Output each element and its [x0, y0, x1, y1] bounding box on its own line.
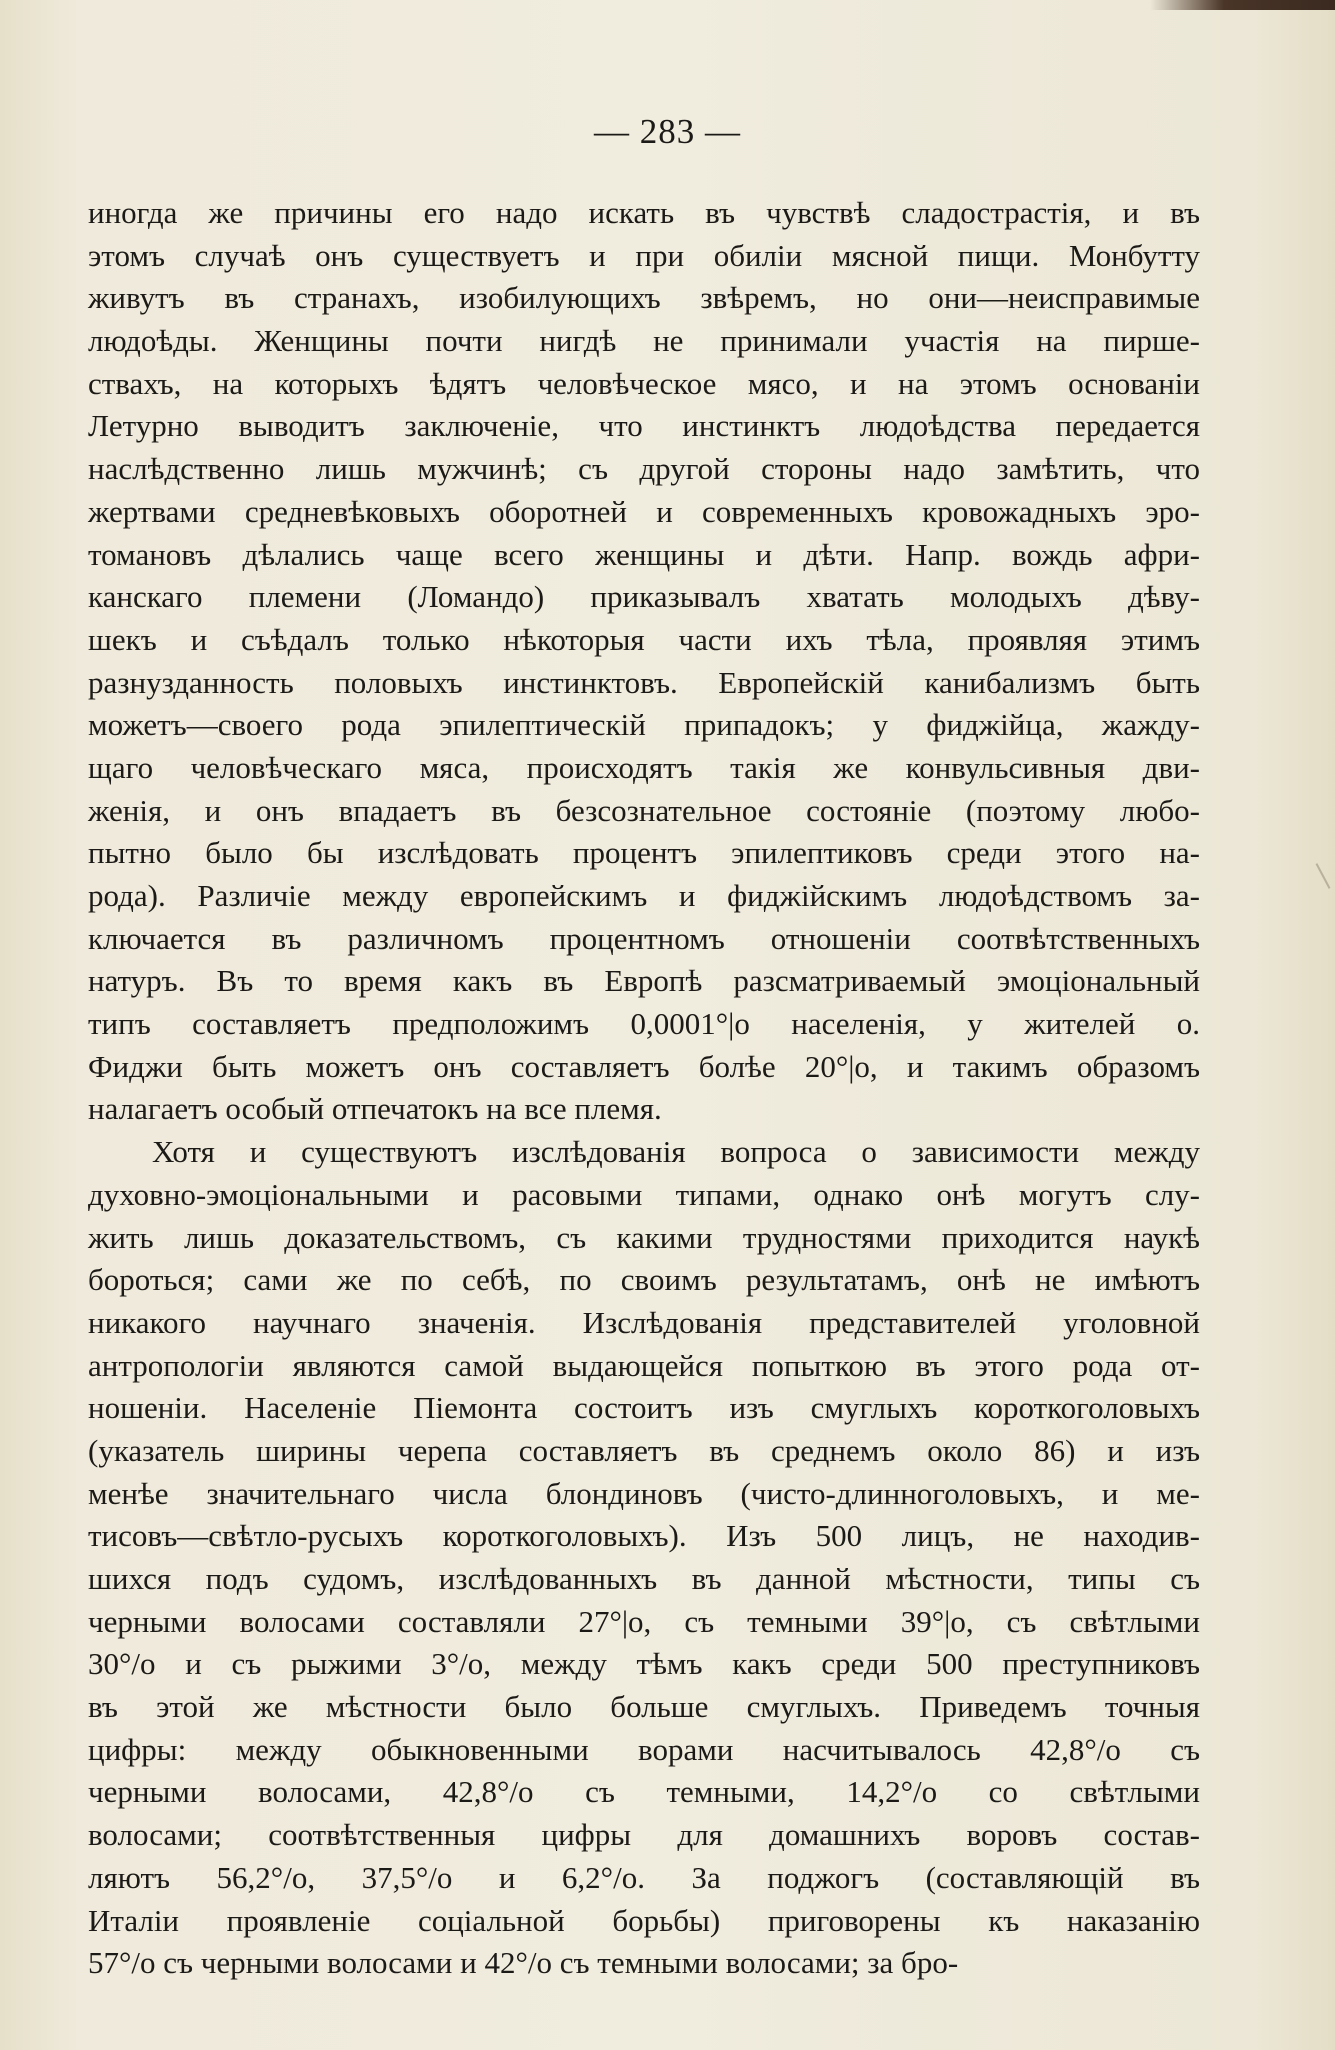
body-text: [88, 192, 1200, 1985]
text-line: цифры: между обыкновенными ворами насчитывалось 42,8°/o съ: [88, 1731, 1200, 1767]
text-line: въ этой же мѣстности было больше смуглыхъ. Приведемъ точныя: [88, 1689, 1200, 1725]
text-line: рода). Различіе между европейскимъ и фиджійскимъ людоѣдствомъ за-: [88, 878, 1200, 913]
text-line: наслѣдственно лишь мужчинѣ; съ другой стороны надо замѣтить, что: [88, 451, 1200, 487]
text-line: людоѣды. Женщины почти нигдѣ не принимали участія на пирше-: [88, 323, 1200, 359]
text-line: менѣе значительнаго числа блондиновъ (чисто-длинноголовыхъ, и ме-: [88, 1475, 1200, 1511]
text-line: Италіи проявленіе соціальной борьбы) приговорены къ наказанію: [88, 1902, 1200, 1938]
text-line: разнузданность половыхъ инстинктовъ. Европейскій канибализмъ быть: [88, 664, 1200, 700]
text-line: жертвами средневѣковыхъ оборотней и современныхъ кровожадныхъ эро-: [88, 493, 1200, 529]
margin-pencil-mark: [1316, 863, 1331, 889]
text-line: тисовъ—свѣтло-русыхъ короткоголовыхъ). Изъ 500 лицъ, не находив-: [88, 1518, 1200, 1554]
paragraph-end-line: налагаетъ особый отпечатокъ на все племя.: [88, 1091, 662, 1127]
text-line: 30°/o и съ рыжими 3°/o, между тѣмъ какъ среди 500 преступниковъ: [88, 1646, 1200, 1682]
text-line: ношеніи. Населеніе Піемонта состоитъ изъ смуглыхъ короткоголовыхъ: [88, 1390, 1200, 1426]
text-line: томановъ дѣлались чаще всего женщины и дѣти. Напр. вождь афри-: [88, 536, 1200, 572]
text-line: Летурно выводитъ заключеніе, что инстинктъ людоѣдства передается: [88, 408, 1200, 444]
text-line: ключается въ различномъ процентномъ отношеніи соотвѣтственныхъ: [88, 920, 1200, 956]
text-line: типъ составляетъ предположимъ 0,0001°|o населенія, у жителей о.: [88, 1006, 1200, 1042]
page-edge-shadow: [1150, 0, 1335, 10]
text-line: духовно-эмоціональными и расовыми типами, однако онѣ могутъ слу-: [88, 1176, 1200, 1212]
text-line: волосами; соотвѣтственныя цифры для домашнихъ воровъ состав-: [88, 1817, 1200, 1853]
text-line: Фиджи быть можетъ онъ составляетъ болѣе 20°|o, и такимъ образомъ: [88, 1048, 1200, 1084]
text-line: (указатель ширины черепа составляетъ въ среднемъ около 86) и изъ: [88, 1432, 1200, 1468]
text-line: женія, и онъ впадаетъ въ безсознательное состояніе (поэтому любо-: [88, 792, 1200, 828]
text-line: можетъ—своего рода эпилептическій припадокъ; у фиджійца, жажду-: [88, 707, 1200, 743]
paragraph-start-line: Хотя и существуютъ изслѣдованія вопроса о зависимости между: [152, 1134, 1200, 1170]
text-line: иногда же причины его надо искать въ чувствѣ сладострастія, и въ: [88, 195, 1200, 230]
text-line: канскаго племени (Ломандо) приказывалъ хватать молодыхъ дѣву-: [88, 579, 1200, 615]
text-line: жить лишь доказательствомъ, съ какими трудностями приходится наукѣ: [88, 1219, 1200, 1255]
text-line: пытно было бы изслѣдовать процентъ эпилептиковъ среди этого на-: [88, 835, 1200, 871]
text-line: никакого научнаго значенія. Изслѣдованія представителей уголовной: [88, 1304, 1200, 1340]
text-line: щаго человѣческаго мяса, происходятъ такія же конвульсивныя дви-: [88, 749, 1200, 785]
text-line: ствахъ, на которыхъ ѣдятъ человѣческое мясо, и на этомъ основаніи: [88, 365, 1200, 401]
text-line: антропологіи являются самой выдающейся попыткою въ этого рода от-: [88, 1347, 1200, 1383]
text-line: черными волосами, 42,8°/o съ темными, 14,2°/o со свѣтлыми: [88, 1774, 1200, 1810]
text-line: шихся подъ судомъ, изслѣдованныхъ въ данной мѣстности, типы съ: [88, 1561, 1200, 1596]
text-line: живутъ въ странахъ, изобилующихъ звѣремъ, но они—неисправимые: [88, 280, 1200, 316]
text-line: натуръ. Въ то время какъ въ Европѣ разсматриваемый эмоціональный: [88, 963, 1200, 999]
text-line: 57°/o съ черными волосами и 42°/o съ темными волосами; за бро-: [88, 1945, 959, 1981]
text-line: шекъ и съѣдалъ только нѣкоторыя части ихъ тѣла, проявляя этимъ: [88, 621, 1200, 657]
text-line: этомъ случаѣ онъ существуетъ и при обиліи мясной пищи. Монбутту: [88, 237, 1200, 273]
text-line: черными волосами составляли 27°|o, съ темными 39°|o, съ свѣтлыми: [88, 1603, 1200, 1639]
page-number: — 283 —: [594, 112, 741, 151]
text-line: ляютъ 56,2°/o, 37,5°/o и 6,2°/o. За поджогъ (составляющій въ: [88, 1859, 1200, 1895]
text-line: бороться; сами же по себѣ, по своимъ результатамъ, онѣ не имѣютъ: [88, 1262, 1200, 1298]
